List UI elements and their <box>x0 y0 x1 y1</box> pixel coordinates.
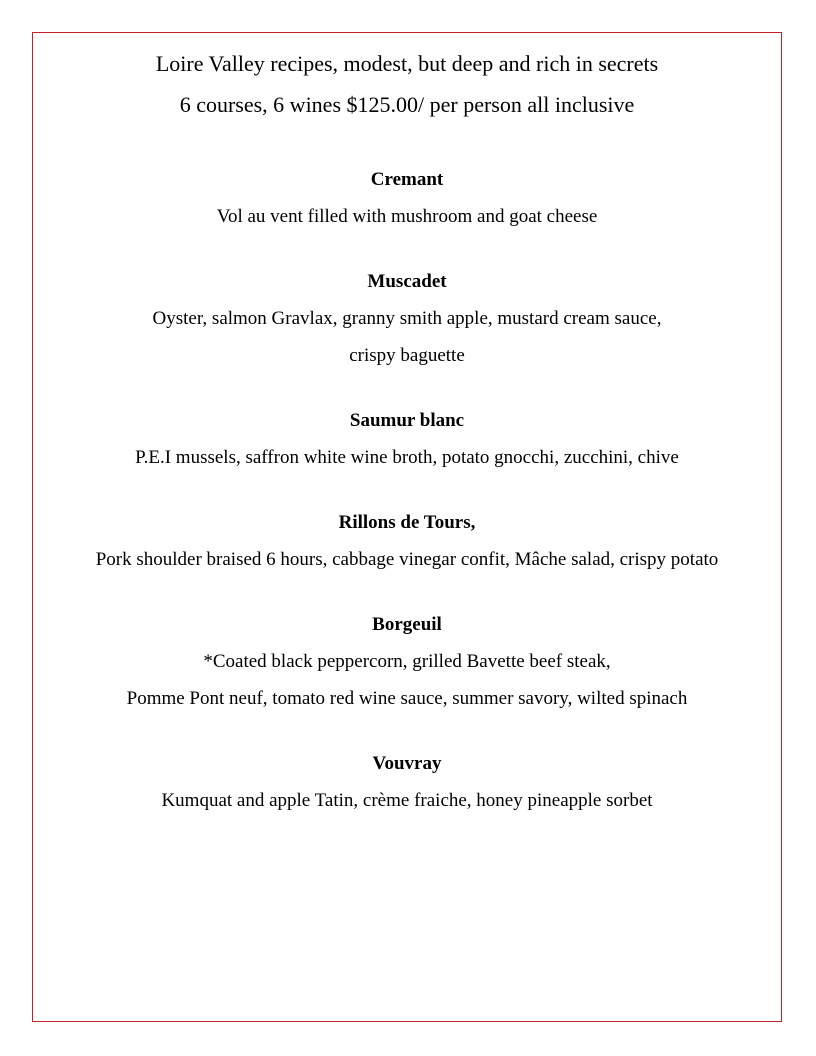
course-wine: Muscadet <box>367 271 447 292</box>
course-dish-line: Pork shoulder braised 6 hours, cabbage vinegar confit, Mâche salad, crispy potato <box>95 549 719 570</box>
course-rillons-de-tours <box>32 504 782 578</box>
course-dish-line: *Coated black peppercorn, grilled Bavette beef steak, <box>203 651 611 672</box>
course-dish-line: Pomme Pont neuf, tomato red wine sauce, summer savory, wilted spinach <box>126 688 688 709</box>
course-dish-line: P.E.I mussels, saffron white wine broth, potato gnocchi, zucchini, chive <box>135 447 679 468</box>
course-cremant <box>32 161 782 235</box>
menu-title: Loire Valley recipes, modest, but deep and rich in secrets <box>155 51 659 76</box>
course-wine: Vouvray <box>372 753 442 774</box>
course-saumur-blanc <box>32 402 782 476</box>
course-wine: Saumur blanc <box>349 410 465 431</box>
course-dish-line: Vol au vent filled with mushroom and goat cheese <box>216 206 598 227</box>
course-muscadet <box>32 263 782 374</box>
course-wine: Borgeuil <box>372 614 442 635</box>
course-list <box>32 161 782 819</box>
course-wine: Cremant <box>370 169 444 190</box>
menu-page <box>32 32 782 819</box>
course-dish-line: crispy baguette <box>349 345 465 366</box>
course-borgeuil <box>32 606 782 717</box>
course-dish-line: Kumquat and apple Tatin, crème fraiche, honey pineapple sorbet <box>161 790 653 811</box>
course-vouvray <box>32 745 782 819</box>
course-wine: Rillons de Tours, <box>338 512 476 533</box>
course-dish-line: Oyster, salmon Gravlax, granny smith apple, mustard cream sauce, <box>152 308 662 329</box>
menu-subtitle: 6 courses, 6 wines $125.00/ per person all inclusive <box>179 92 635 117</box>
